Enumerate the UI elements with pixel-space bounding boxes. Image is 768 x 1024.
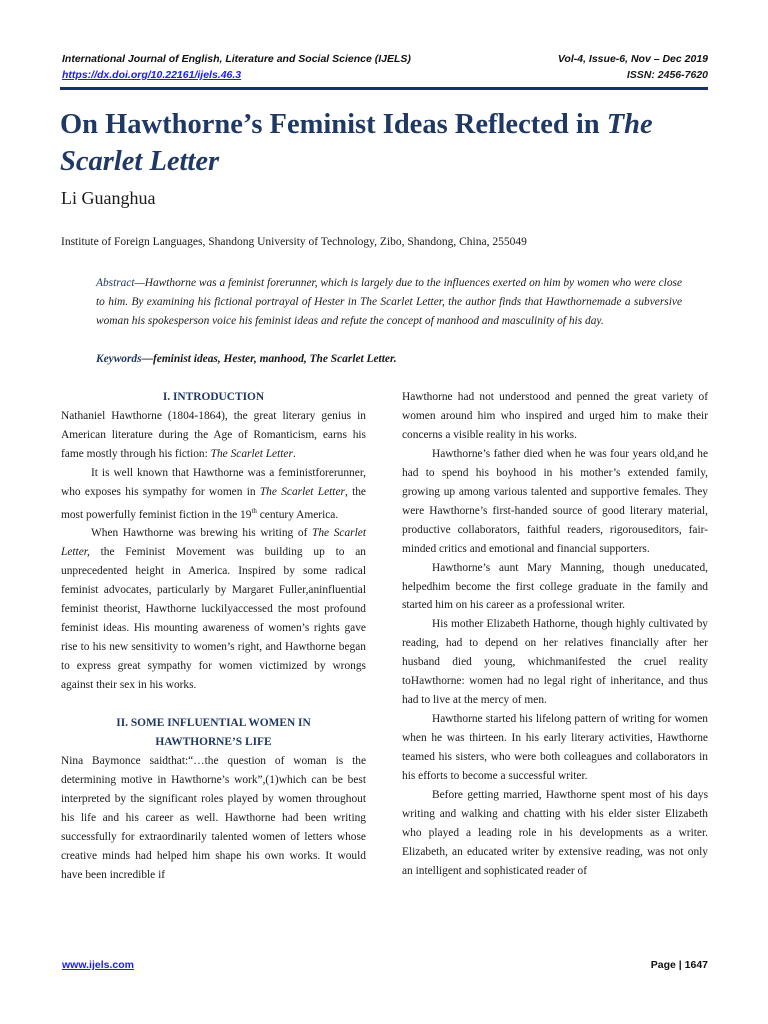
paragraph: His mother Elizabeth Hathorne, though highly cultivated by reading, had to depend on her relatives financially after her husband died young, whichmanifested the cruel reality toHawthorne: women had no legal right of inheritance, and thus had to live at the mercy of men. [402,618,708,707]
left-column [61,388,366,885]
paragraph: When Hawthorne was brewing his writing of The Scarlet Letter, the Feminist Movement was building up to an unprecedented height in America. Inspired by some radical feminist advocates, particularly by Margaret Fuller,aninfluential feminist theorist, Hawthorne luckilyaccessed the most profound feminist ideas. His mounting awareness of women’s rights gave rise to his new sensitivity to women’s right, and Hawthorne began to express great sympathy for women victimized by wrongs against their sex in his works. [61,527,367,692]
section-heading-influential-women: II. SOME INFLUENTIAL WOMEN IN HAWTHORNE’S LIFE [116,717,311,748]
footer-site-link[interactable]: www.ijels.com [62,959,134,971]
abstract-label: Abstract [96,277,135,289]
paragraph: It is well known that Hawthorne was a feministforerunner, who exposes his sympathy for women in The Scarlet Letter, the most powerfully feminist fiction in the 19th century America. [61,466,366,521]
issn: ISSN: 2456-7620 [626,69,708,81]
paragraph: Hawthorne started his lifelong pattern of writing for women when he was thirteen. In his early literary activities, Hawthorne teamed his sisters, who were both colleagues and collaborators in his efforts to become a successful writer. [402,713,708,783]
journal-name: International Journal of English, Literature and Social Science (IJELS) [62,53,411,65]
volume-issue: Vol-4, Issue-6, Nov – Dec 2019 [557,53,708,65]
section-heading-introduction: I. INTRODUCTION [162,391,265,403]
abstract-text: —Hawthorne was a feminist forerunner, which is largely due to the influences exerted on him by women who were close to him. By examining his fictional portrayal of Hester in The Scarlet Letter, the author finds that Hawthornemade a subversive woman his spokesperson voice his feminist ideas and refute the concept of manhood and masculinity of his day. [96,277,682,327]
paragraph: Hawthorne had not understood and penned the great variety of women around him who inspired and urged him to make their concerns a visible reality in his works. [402,391,708,441]
header-divider [60,87,708,90]
doi-row [62,69,708,81]
keywords-label: Keywords [96,353,142,365]
paper-title-italic: The Scarlet Letter [60,109,653,177]
page-number: Page | 1647 [650,959,708,971]
author: Li Guanghua [61,188,156,208]
keywords [96,350,682,369]
affiliation: Institute of Foreign Languages, Shandong University of Technology, Zibo, Shandong, China, 255049 [61,236,527,248]
journal-header [62,53,708,65]
doi-link[interactable]: https://dx.doi.org/10.22161/ijels.46.3 [62,69,242,81]
right-column [402,388,708,881]
paper-title: On Hawthorne’s Feminist Ideas Reflected in The Scarlet Letter [60,109,653,177]
paragraph: Hawthorne’s aunt Mary Manning, though uneducated, helpedhim become the first college graduate in the family and started him on his career as a professional writer. [402,561,708,612]
paragraph: Nathaniel Hawthorne (1804-1864), the great literary genius in American literature during the Age of Romanticism, earns his fame mostly through his fiction: The Scarlet Letter. [61,409,366,460]
paragraph: Before getting married, Hawthorne spent most of his days writing and walking and chatting with his elder sister Elizabeth who played a leading role in his developments as a writer. Elizabeth, an educated writer by extensive reading, was not only an intelligent and sophisticated reader of [402,789,708,877]
paragraph: Hawthorne’s father died when he was four years old,and he had to spend his boyhood in his mother’s extended family, growing up among various talented and supportive females. They were Hawthorne’s first-handed source of good literary material, productive collaborators, faithful readers, rigorouseditors, fair-minded critics and emotional and financial supporters. [402,447,708,555]
keywords-text: —feminist ideas, Hester, manhood, The Scarlet Letter. [141,353,397,365]
abstract [96,274,682,331]
paragraph: Nina Baymonce saidthat:“…the question of woman is the determining motive in Hawthorne’s work”,(1)which can be best interpreted by the significant roles played by women throughout his life and his career as well. Hawthorne had been writing successfully for extraordinarily talented women of letters whose creative minds had helped him shape his own works. It would have been incredible if [61,754,366,881]
